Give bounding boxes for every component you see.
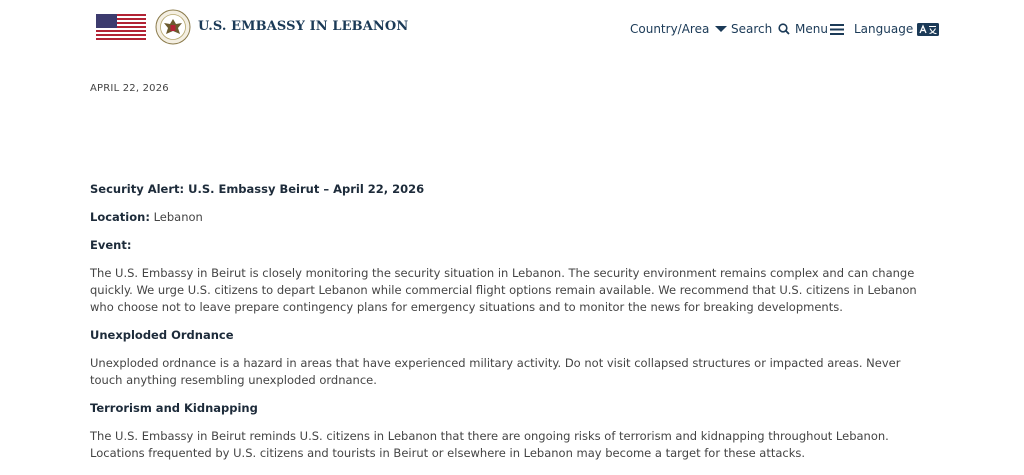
section-heading-ordnance: Unexploded Ordnance <box>90 328 234 342</box>
event-label: Event: <box>90 238 132 252</box>
nav-search-label: Search <box>731 22 773 36</box>
us-flag-icon[interactable] <box>96 14 146 40</box>
section-heading-terrorism: Terrorism and Kidnapping <box>90 401 258 415</box>
article-date: APRIL 22, 2026 <box>90 83 169 94</box>
location-value: Lebanon <box>153 210 203 224</box>
nav-search[interactable] <box>731 21 790 37</box>
event-text: The U.S. Embassy in Beirut is closely monitoring the security situation in Lebanon. The security environment remains complex and can change quickly. We urge U.S. citizens to depart Lebanon while commercial flight options remain available. We recommend that U.S. citizens in Lebanon who choose not to leave prepare contingency plans for emergency situations and to monitor the news for breaking developments. <box>90 266 917 314</box>
article-title: Security Alert: U.S. Embassy Beirut – April 22, 2026 <box>90 182 425 196</box>
location-label: Location: <box>90 210 150 224</box>
hamburger-menu-icon <box>830 24 844 35</box>
nav-language-label: Language <box>854 22 914 36</box>
site-header <box>0 0 1024 60</box>
nav-country-area[interactable] <box>630 21 727 37</box>
site-title[interactable]: U.S. EMBASSY IN LEBANON <box>198 19 409 34</box>
section-text-terrorism: The U.S. Embassy in Beirut reminds U.S. citizens in Lebanon that there are ongoing risks of terrorism and kidnapping throughout Lebanon. Locations frequented by U.S. citizens and tourists in Beirut or elsewhere in Lebanon may become a target for these attacks. <box>90 429 889 460</box>
section-text-ordnance: Unexploded ordnance is a hazard in areas that have experienced military activity. Do not visit collapsed structures or impacted areas. Never touch anything resembling unexploded ordnance. <box>90 356 901 387</box>
embassy-seal-icon[interactable] <box>155 9 191 45</box>
caret-down-icon <box>715 25 727 33</box>
search-icon <box>778 23 790 35</box>
nav-menu-label: Menu <box>795 22 828 36</box>
language-icon <box>917 23 939 36</box>
location-line <box>90 209 935 226</box>
article-body <box>90 181 935 473</box>
nav-language[interactable] <box>854 21 939 37</box>
nav-country-label: Country/Area <box>630 22 710 36</box>
nav-menu[interactable] <box>795 21 844 37</box>
